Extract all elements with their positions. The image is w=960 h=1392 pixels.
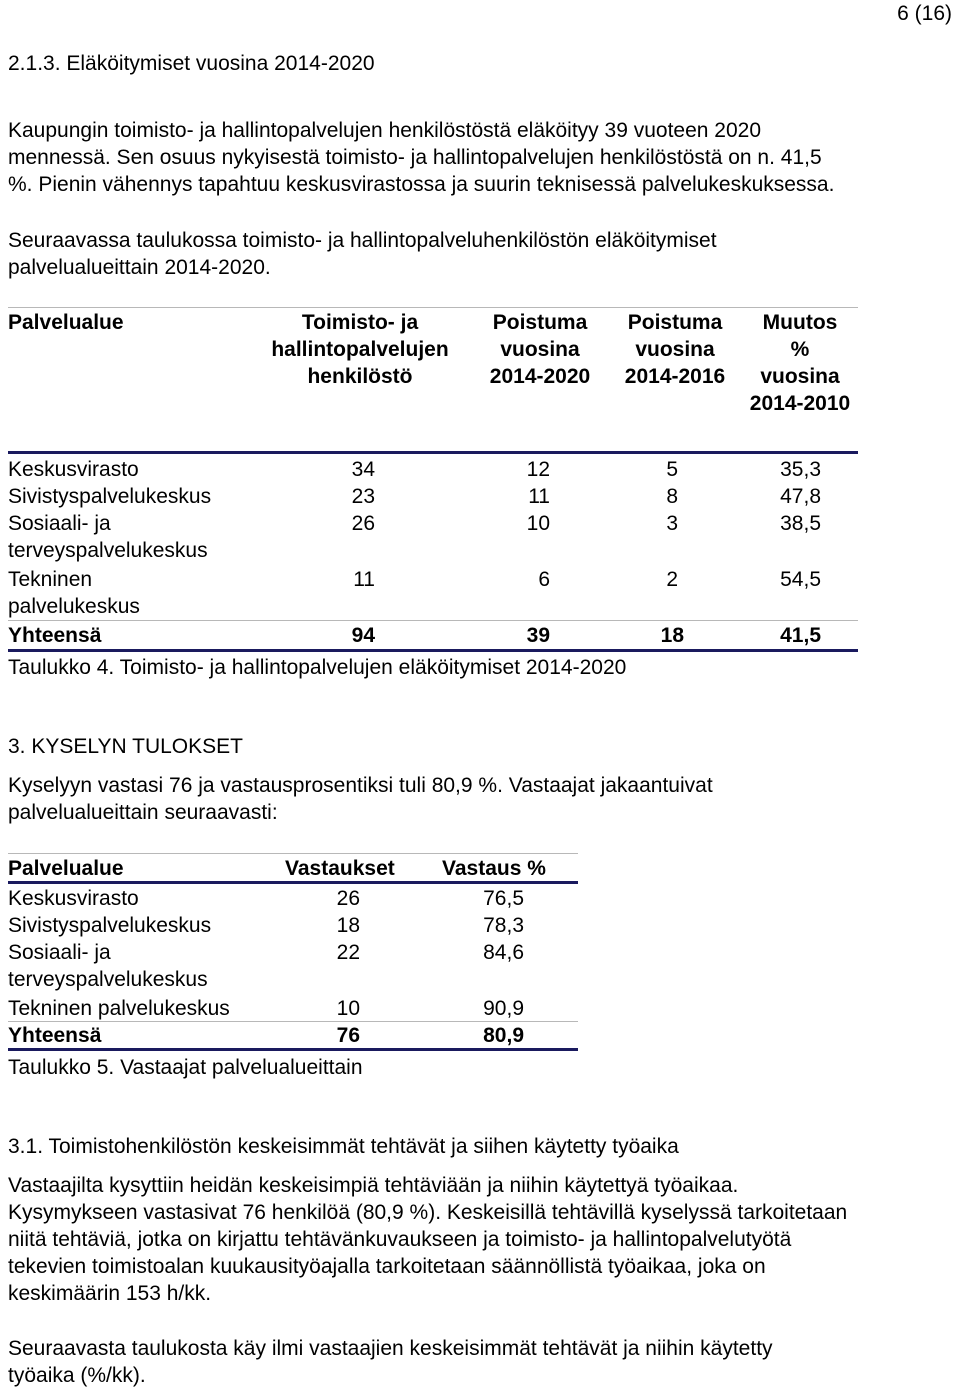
total-rule (8, 620, 858, 621)
paragraph-line: Kyselyyn vastasi 76 ja vastausprosentiksi tuli 80,9 %. Vastaajat jakaantuivat (8, 774, 713, 797)
total-pct: 80,9 (483, 1024, 524, 1047)
cell-retire-2020: 12 (526, 458, 550, 481)
table-top-rule (8, 853, 578, 854)
row-name: Sivistyspalvelukeskus (8, 485, 212, 508)
cell-staff: 34 (351, 458, 375, 481)
section-heading: 3. KYSELYN TULOKSET (8, 735, 243, 758)
header-poistuma-2020 (470, 309, 610, 390)
header-rule (8, 451, 858, 454)
paragraph-line: niitä tehtäviä, jotka on kirjattu tehtävänkuvaukseen ja toimisto- ja hallintopalvelutyötä (8, 1228, 792, 1251)
cell-pct: 84,6 (483, 941, 524, 964)
cell-count: 22 (336, 941, 360, 964)
row-name (8, 566, 140, 620)
cell-retire-2016: 8 (666, 485, 678, 508)
paragraph (8, 772, 958, 826)
header-line: Poistuma (492, 311, 588, 334)
header-line: 2014-2020 (489, 365, 591, 388)
cell-staff: 26 (351, 512, 375, 535)
cell-retire-2020: 11 (528, 485, 550, 508)
row-name: Keskusvirasto (8, 458, 139, 481)
header-palvelualue: Palvelualue (8, 311, 124, 334)
header-line: hallintopalvelujen (271, 338, 449, 361)
paragraph (8, 1335, 958, 1389)
total-change: 41,5 (780, 624, 821, 647)
cell-retire-2020: 10 (526, 512, 550, 535)
cell-pct: 90,9 (483, 997, 524, 1020)
table-top-rule (8, 307, 858, 308)
paragraph-line: Seuraavasta taulukosta käy ilmi vastaajien keskeisimmät tehtävät ja niihin käytetty (8, 1337, 773, 1360)
total-staff: 94 (351, 624, 375, 647)
header-line: henkilöstö (307, 365, 413, 388)
paragraph-line: %. Pienin vähennys tapahtuu keskusvirastossa ja suurin teknisessä palvelukeskuksessa. (8, 173, 835, 196)
row-name-line: terveyspalvelukeskus (8, 539, 208, 562)
paragraph-line: Seuraavassa taulukossa toimisto- ja hallintopalveluhenkilöstön eläköitymiset (8, 229, 717, 252)
table-bottom-rule (8, 649, 858, 652)
cell-change: 35,3 (780, 458, 821, 481)
cell-change: 47,8 (780, 485, 821, 508)
table-caption: Taulukko 5. Vastaajat palvelualueittain (8, 1056, 363, 1079)
header-palvelualue: Palvelualue (8, 857, 124, 880)
row-name: Keskusvirasto (8, 887, 139, 910)
row-name: Tekninen palvelukeskus (8, 997, 230, 1020)
paragraph (8, 117, 958, 198)
row-name-line: Tekninen (8, 568, 93, 591)
total-label: Yhteensä (8, 1024, 102, 1047)
paragraph (8, 227, 958, 281)
paragraph-line: tekevien toimistoalan kuukausityöajalla tarkoitetaan säännöllistä työaikaa, joka on (8, 1255, 766, 1278)
cell-pct: 76,5 (483, 887, 524, 910)
header-rule (8, 881, 578, 884)
cell-retire-2016: 2 (666, 568, 678, 591)
header-line: 2014-2016 (624, 365, 726, 388)
row-name-line: terveyspalvelukeskus (8, 968, 208, 991)
header-line: 2014-2010 (749, 392, 851, 415)
row-name (8, 510, 208, 564)
paragraph-line: palvelualueittain 2014-2020. (8, 256, 271, 279)
header-line: vuosina (635, 338, 715, 361)
paragraph-line: Vastaajilta kysyttiin heidän keskeisimpiä tehtäviään ja niihin käytettyä työaikaa. (8, 1174, 739, 1197)
header-line: Poistuma (627, 311, 723, 334)
cell-count: 10 (336, 997, 360, 1020)
header-line: % (790, 338, 810, 361)
row-name (8, 939, 208, 993)
cell-staff: 11 (353, 568, 375, 591)
header-poistuma-2016 (605, 309, 745, 390)
row-name-line: Sosiaali- ja (8, 941, 111, 964)
header-muutos (730, 309, 870, 417)
cell-pct: 78,3 (483, 914, 524, 937)
section-heading: 3.1. Toimistohenkilöstön keskeisimmät tehtävät ja siihen käytetty työaika (8, 1135, 679, 1158)
header-line: Toimisto- ja (301, 311, 419, 334)
cell-retire-2016: 5 (666, 458, 678, 481)
row-name-line: Sosiaali- ja (8, 512, 111, 535)
paragraph-line: mennessä. Sen osuus nykyisestä toimisto- ja hallintopalvelujen henkilöstöstä on n. 41,5 (8, 146, 822, 169)
paragraph-line: työaika (%/kk). (8, 1364, 146, 1387)
row-name-line: palvelukeskus (8, 595, 140, 618)
table-bottom-rule (8, 1048, 578, 1051)
header-line: Muutos (762, 311, 838, 334)
cell-change: 38,5 (780, 512, 821, 535)
table-caption: Taulukko 4. Toimisto- ja hallintopalvelujen eläköitymiset 2014-2020 (8, 656, 627, 679)
header-line: vuosina (760, 365, 840, 388)
header-vastaus-pct: Vastaus % (442, 857, 546, 880)
total-label: Yhteensä (8, 624, 102, 647)
paragraph-line: keskimäärin 153 h/kk. (8, 1282, 212, 1305)
header-henkilosto (255, 309, 465, 390)
header-vastaukset: Vastaukset (285, 857, 395, 880)
header-line: vuosina (500, 338, 580, 361)
total-retire-2020: 39 (526, 624, 550, 647)
cell-retire-2016: 3 (666, 512, 678, 535)
total-retire-2016: 18 (660, 624, 684, 647)
cell-staff: 23 (351, 485, 375, 508)
section-heading: 2.1.3. Eläköitymiset vuosina 2014-2020 (8, 52, 375, 75)
cell-retire-2020: 6 (538, 568, 550, 591)
paragraph-line: palvelualueittain seuraavasti: (8, 801, 278, 824)
row-name: Sivistyspalvelukeskus (8, 914, 212, 937)
cell-count: 26 (336, 887, 360, 910)
cell-change: 54,5 (780, 568, 821, 591)
cell-count: 18 (336, 914, 360, 937)
paragraph-line: Kysymykseen vastasivat 76 henkilöä (80,9 %). Keskeisillä tehtävillä kyselyssä tarkoitetaan (8, 1201, 848, 1224)
paragraph (8, 1172, 958, 1307)
paragraph-line: Kaupungin toimisto- ja hallintopalvelujen henkilöstöstä eläköityy 39 vuoteen 2020 (8, 119, 761, 142)
total-count: 76 (336, 1024, 360, 1047)
page-number: 6 (16) (897, 2, 952, 25)
